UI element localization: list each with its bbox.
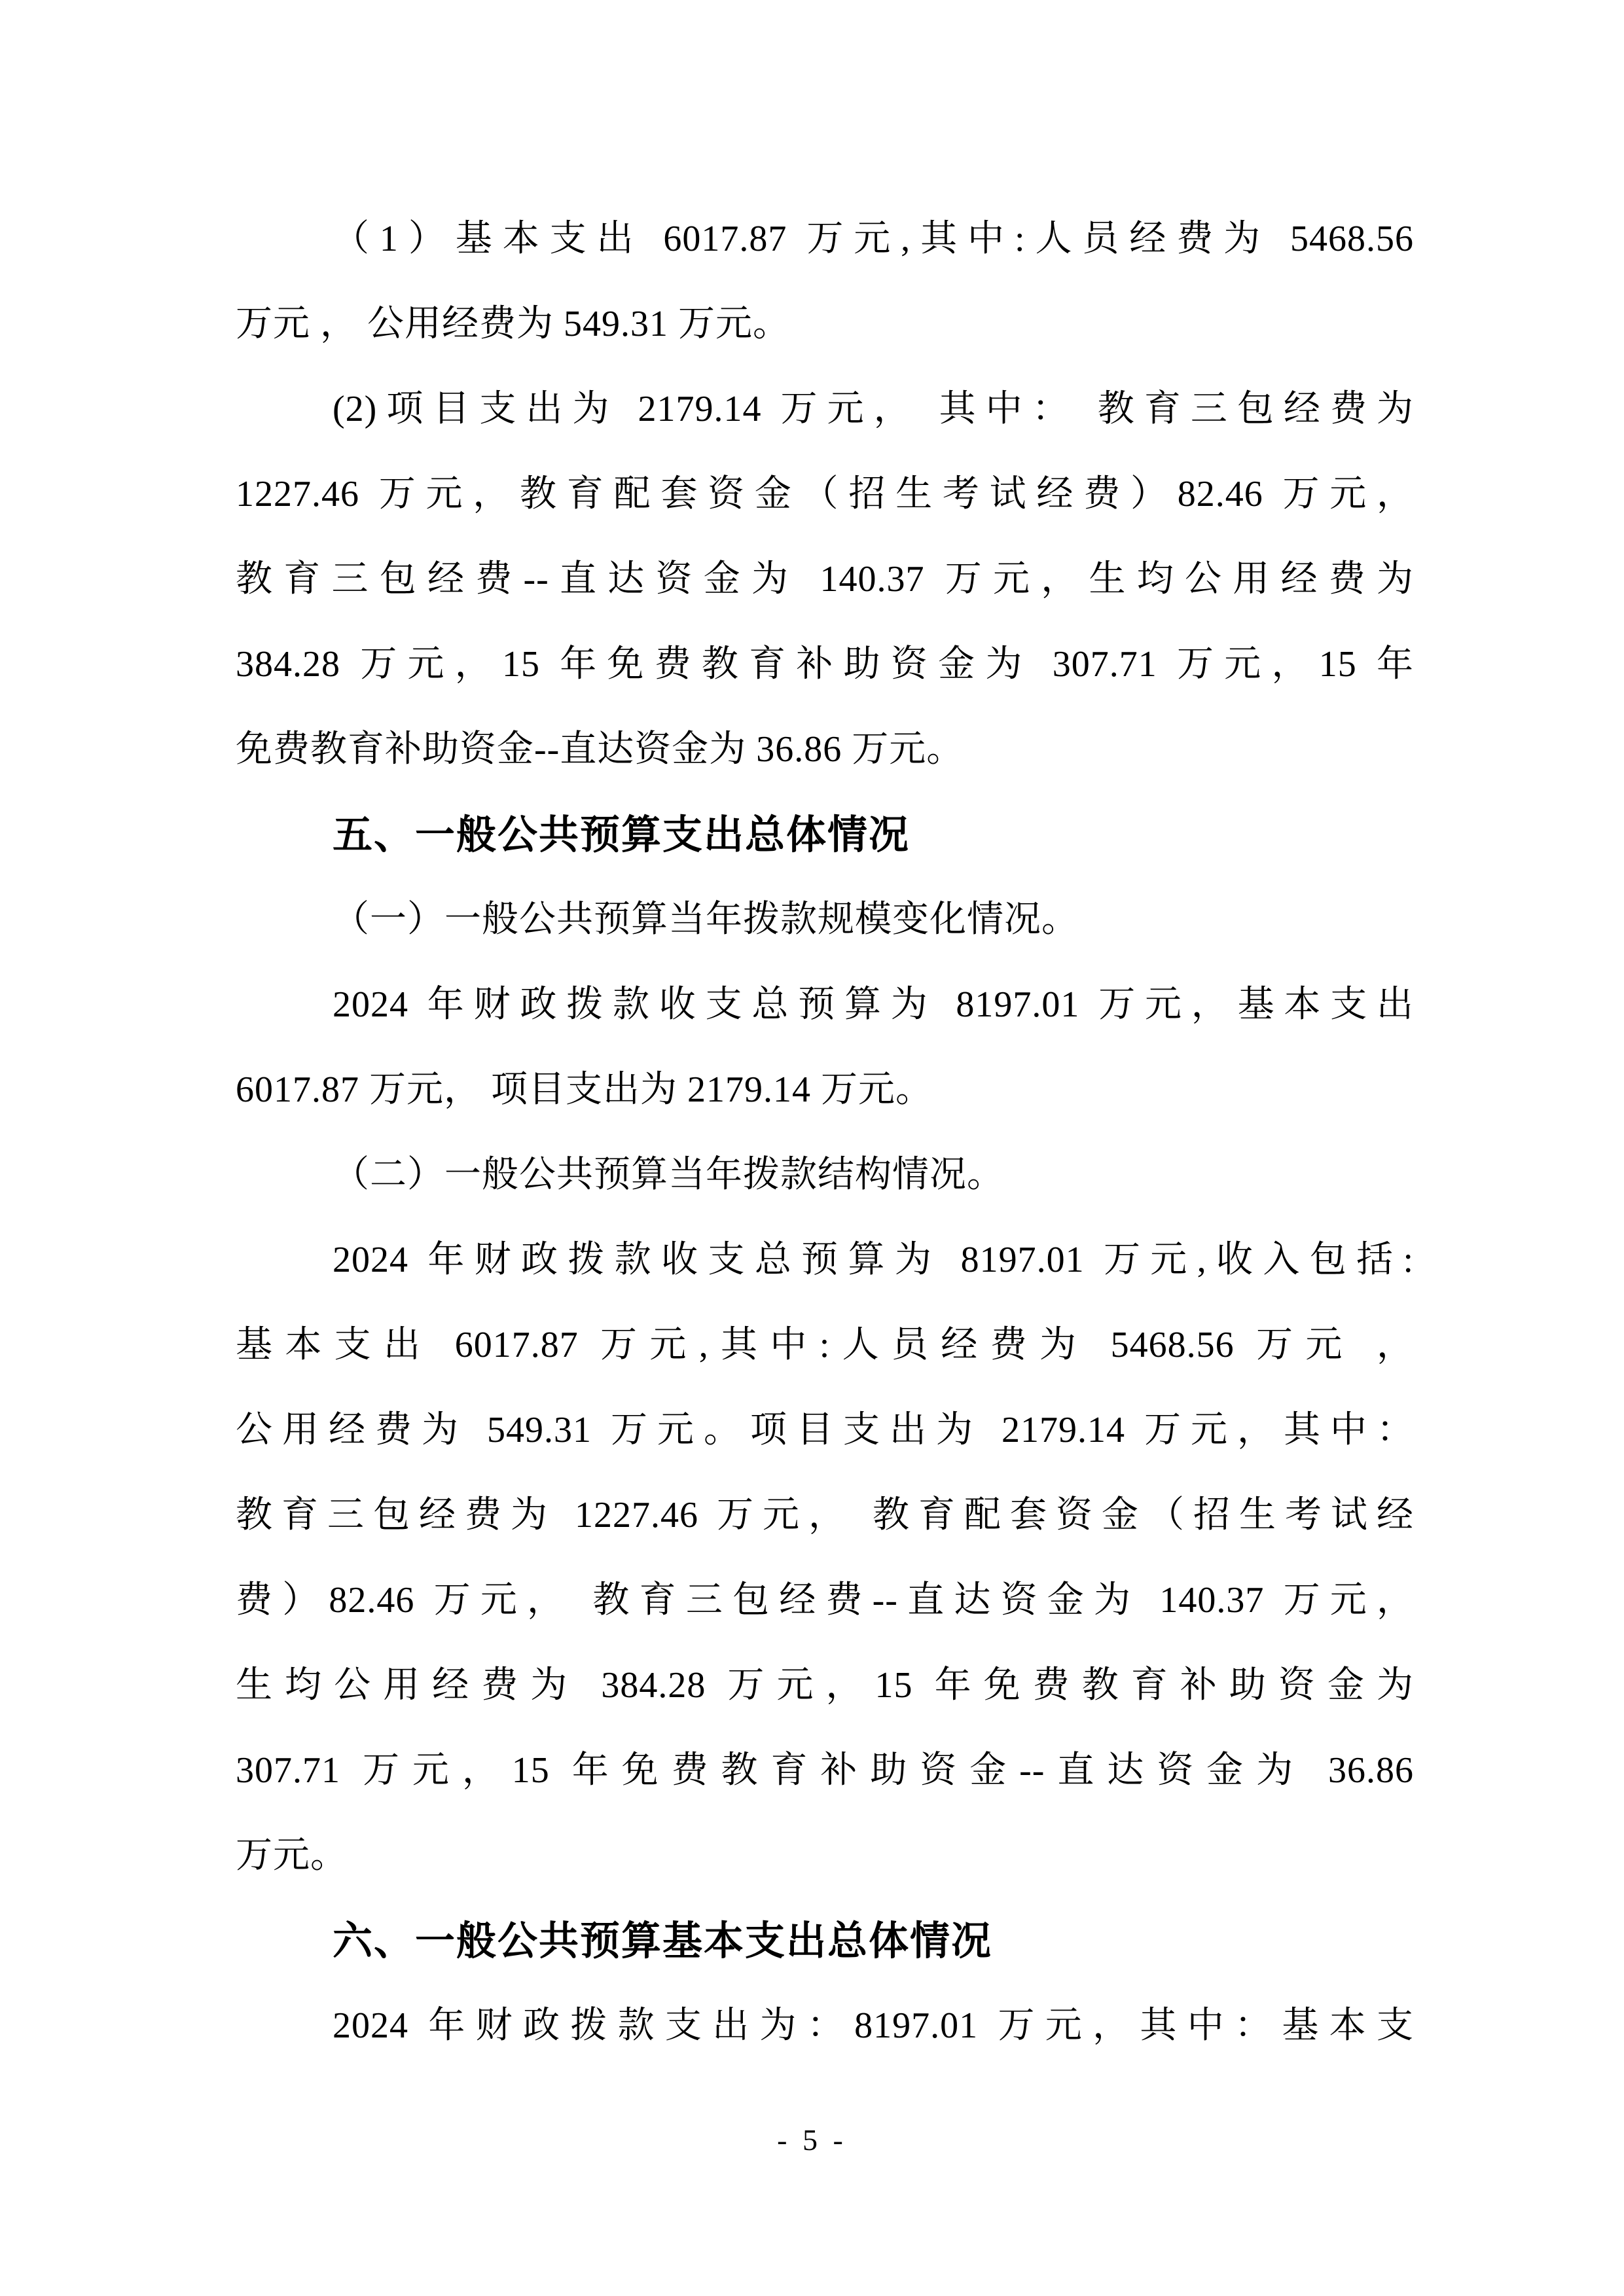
body-line: 2024 年财政拨款收支总预算为 8197.01 万元，基本支出 [333,984,1414,1025]
body-line: 公用经费为 549.31 万元。项目支出为 2179.14 万元，其中： [236,1410,1414,1450]
section-heading-6: 六、一般公共预算基本支出总体情况 [333,1918,993,1963]
body-line: （1）基本支出 6017.87 万元,其中:人员经费为 5468.56 [333,219,1414,259]
body-line: 费）82.46 万元， 教育三包经费--直达资金为 140.37 万元， [236,1580,1414,1621]
body-line: 307.71 万元，15 年免费教育补助资金--直达资金为 36.86 [236,1750,1414,1791]
body-line: 万元 ， 公用经费为 549.31 万元。 [236,304,790,344]
body-line: 基本支出 6017.87 万元,其中:人员经费为 5468.56 万元 ， [236,1325,1414,1365]
body-line: 384.28 万元，15 年免费教育补助资金为 307.71 万元，15 年 [236,644,1414,685]
body-line: 2024 年财政拨款收支总预算为 8197.01 万元,收入包括: [333,1240,1414,1280]
section-heading-5: 五、一般公共预算支出总体情况 [333,812,911,857]
body-line: (2)项目支出为 2179.14 万元， 其中： 教育三包经费为 [333,389,1414,429]
page-number: - 5 - [777,2123,847,2157]
subsection-heading: （二）一般公共预算当年拨款结构情况。 [333,1155,1004,1195]
body-line: 教育三包经费为 1227.46 万元， 教育配套资金（招生考试经 [236,1495,1414,1535]
body-line: 万元。 [236,1835,348,1876]
body-line: 1227.46 万元，教育配套资金（招生考试经费）82.46 万元， [236,474,1415,514]
subsection-heading: （一）一般公共预算当年拨款规模变化情况。 [333,899,1079,940]
body-line: 6017.87 万元， 项目支出为 2179.14 万元。 [236,1069,933,1110]
body-line: 免费教育补助资金--直达资金为 36.86 万元。 [236,729,964,770]
body-line: 教育三包经费--直达资金为 140.37 万元，生均公用经费为 [236,559,1414,600]
body-line: 生均公用经费为 384.28 万元，15 年免费教育补助资金为 [236,1665,1414,1706]
document-body [236,196,1414,2068]
body-line: 2024 年财政拨款支出为：8197.01 万元，其中：基本支 [333,2005,1414,2046]
